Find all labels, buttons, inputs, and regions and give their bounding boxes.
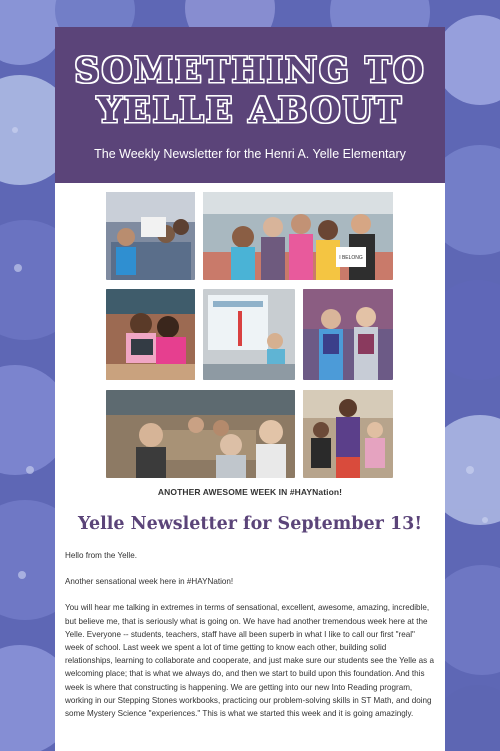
newsletter-header — [55, 27, 445, 183]
paragraph-greeting: Hello from the Yelle. — [65, 551, 137, 560]
photo-classroom-group[interactable] — [106, 390, 295, 478]
photo-students-tablet[interactable] — [106, 289, 195, 380]
paragraph-intro: Another sensational week here in #HAYNation! — [65, 577, 234, 587]
photo-students-i-belong[interactable] — [203, 192, 393, 280]
newsletter-subtitle: The Weekly Newsletter for the Henri A. Yelle Elementary — [94, 147, 406, 161]
photo-students-with-books[interactable] — [303, 289, 393, 380]
gallery-caption: ANOTHER AWESOME WEEK IN #HAYNation! — [157, 487, 343, 497]
title-line-1: SOMETHING TO — [74, 50, 426, 91]
title-line-2: YELLE ABOUT — [96, 90, 404, 131]
photo-student-at-board[interactable] — [203, 289, 295, 380]
paragraph-main: You will hear me talking in extremes in terms of sensational, excellent, awesome, amazing, incredible, but believe me, that is seriously what is going on. We have had another tremendous week here at the Yelle. Everyone -- students, teachers, staff have all been superb in what I like to call our first "real" week of school. Last week we spent a lot of time getting to know each other, building solid relationships, learning to collaborate and cooperate, and just make sure our students see the Yelle as a welcoming place; that is what we always do, and then we start to build upon this foundation. And this week is where that constructing is happening. We are getting into our new Into Reading program, working in our Stepping Stones workbooks, practicing our problem-solving skills in ST Math, and doing some Mystery Science "experiences." This is what we started this week and it is going amazingly. — [65, 603, 434, 719]
newsletter-headline: Yelle Newsletter for September 13! — [77, 514, 423, 534]
newsletter-body — [55, 549, 445, 720]
photo-gallery — [55, 183, 445, 483]
newsletter-card — [55, 27, 445, 751]
i-belong-sign-text: I BELONG — [339, 255, 363, 261]
newsletter-title — [55, 27, 445, 131]
photo-staff-and-students[interactable] — [303, 390, 393, 478]
photo-students-reading[interactable] — [106, 192, 195, 280]
